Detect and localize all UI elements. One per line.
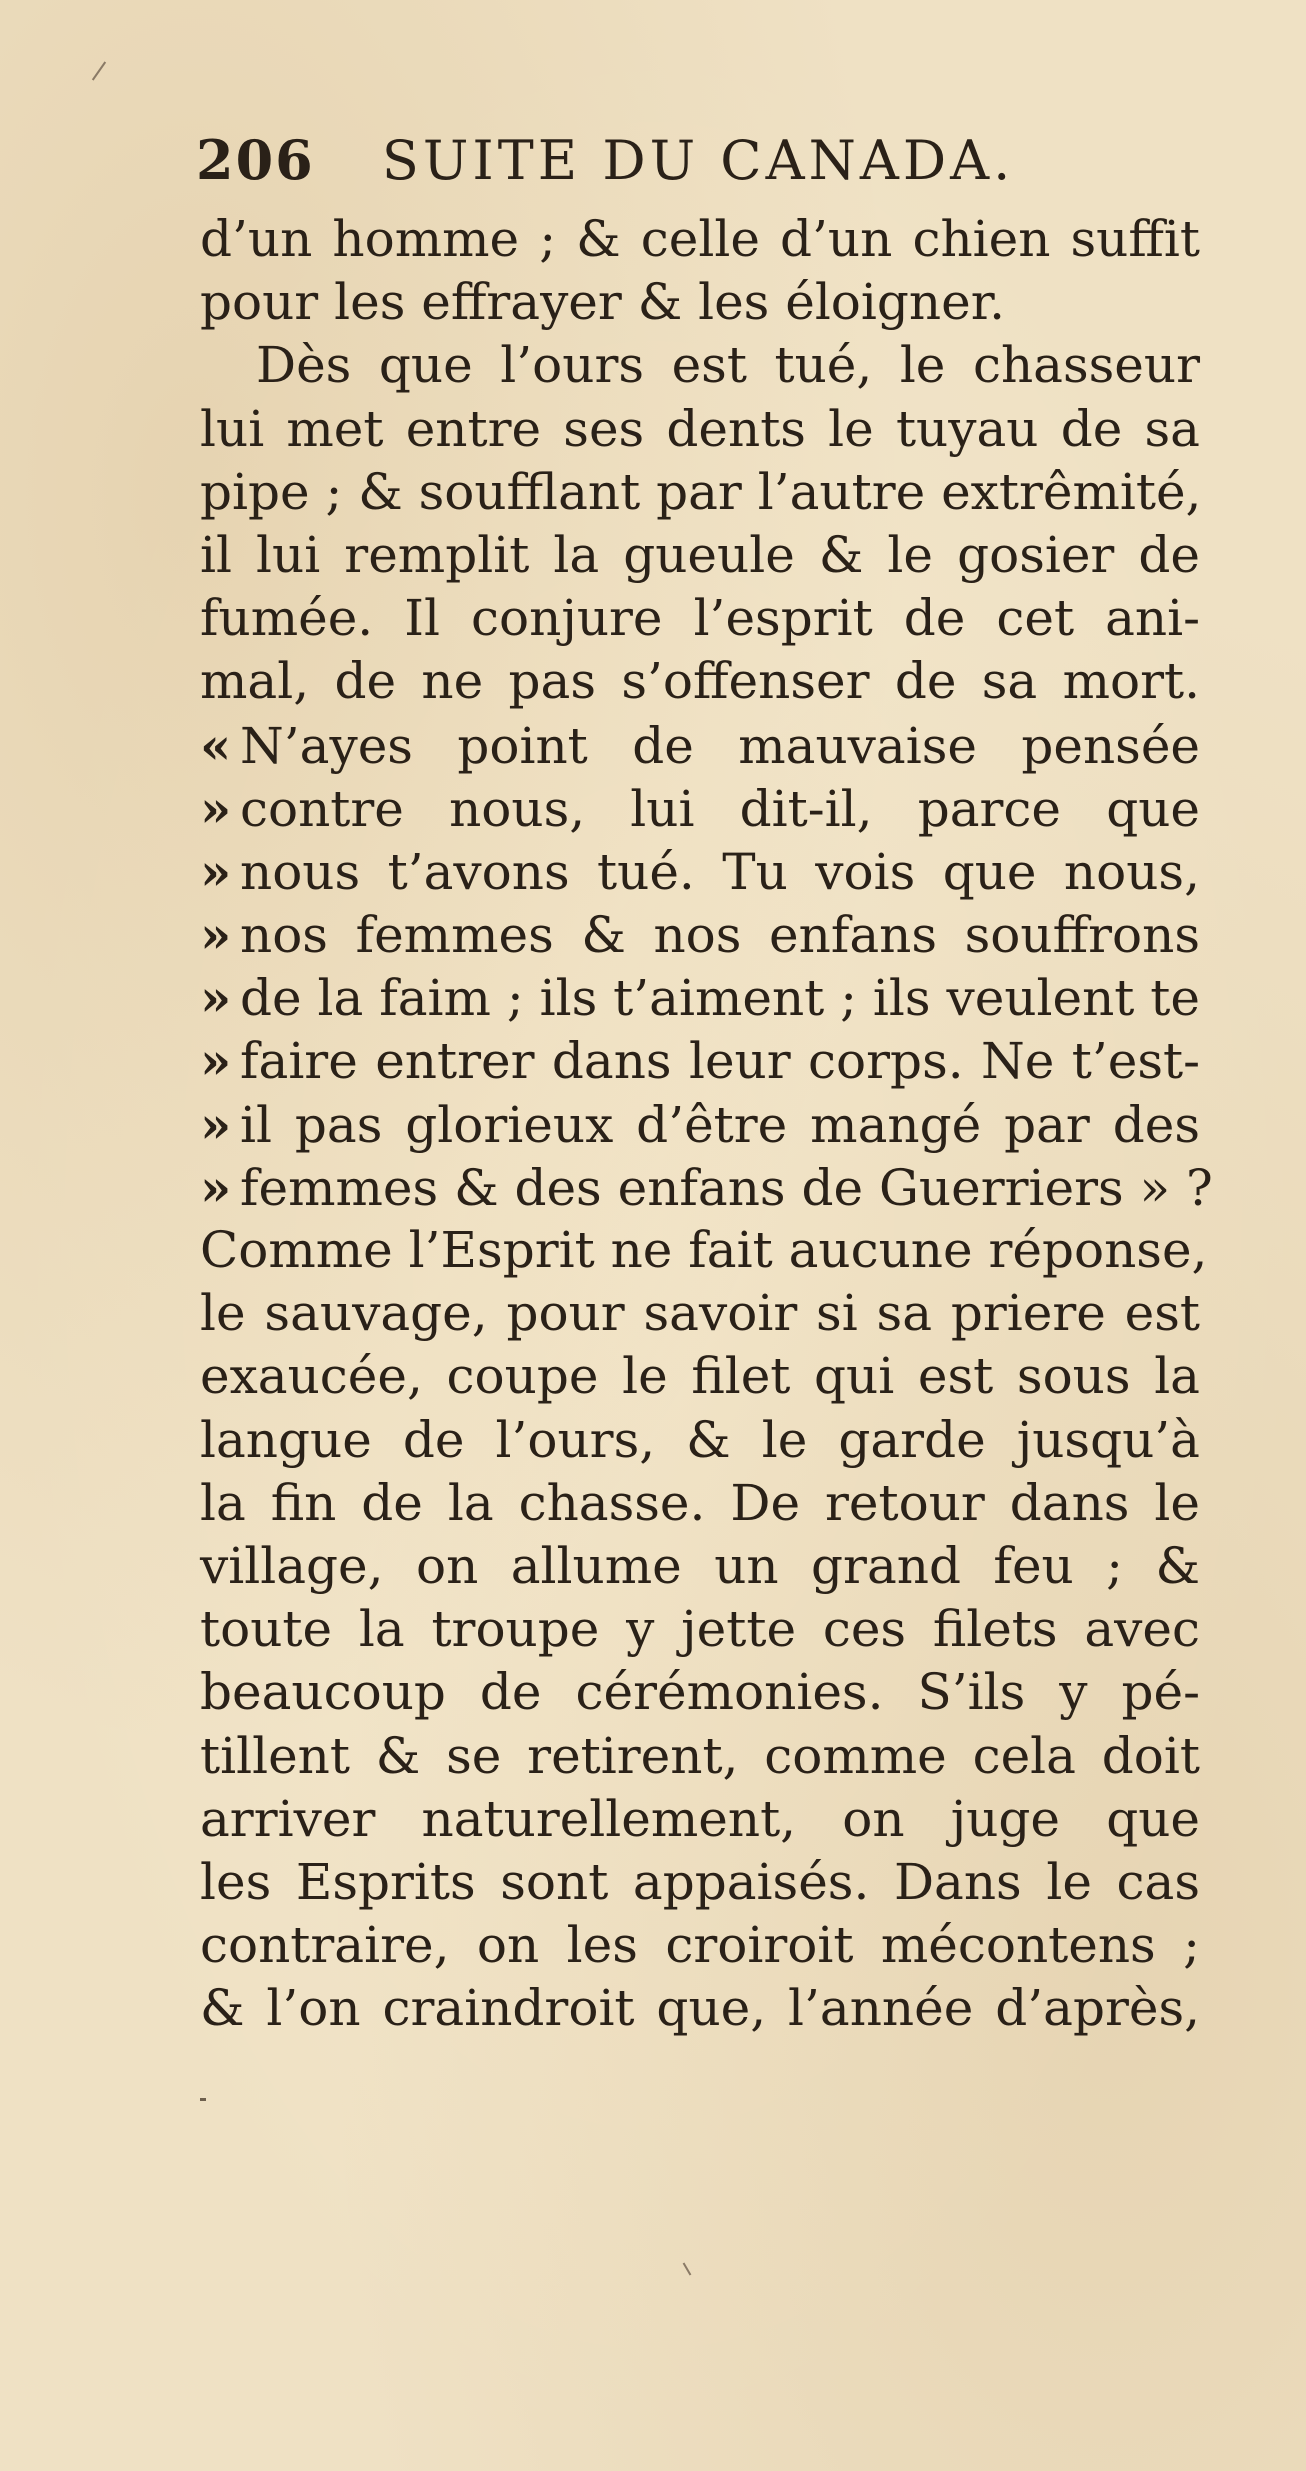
text-line	[200, 650, 1200, 713]
guillemet-mark: »	[200, 841, 232, 901]
line-text: Dès que l’ours est tué, le chasseur	[256, 336, 1200, 395]
text-line	[200, 271, 1200, 334]
paper-blemish	[683, 2262, 692, 2275]
page-header	[196, 128, 1196, 208]
quote-line	[200, 714, 1200, 777]
line-text: contraire, on les croiroit mécontens ;	[200, 1916, 1200, 1975]
line-text: & l’on craindroit que, l’année d’après,	[200, 1979, 1200, 2038]
text-line	[200, 1661, 1200, 1724]
text-line	[200, 1914, 1200, 1977]
running-title: SUITE DU CANADA.	[381, 129, 1015, 192]
line-text: langue de l’ours, & le garde jusqu’à	[200, 1410, 1200, 1469]
text-line	[200, 524, 1200, 587]
text-line	[200, 208, 1200, 271]
guillemet-mark: »	[200, 1157, 232, 1217]
quote-line	[200, 1156, 1213, 1219]
line-text: fumée. Il conjure l’esprit de cet ani-	[200, 589, 1200, 648]
page-number: 206	[196, 128, 315, 192]
line-text: N’ayes point de mauvaise pensée	[240, 716, 1200, 775]
text-line	[200, 1219, 1208, 1282]
line-text: village, on allume un grand feu ; &	[200, 1536, 1200, 1595]
line-text: mal, de ne pas s’offenser de sa mort.	[200, 652, 1200, 711]
line-text: la fin de la chasse. De retour dans le	[200, 1473, 1200, 1532]
text-line	[200, 1535, 1200, 1598]
text-line	[200, 1977, 1200, 2040]
text-line	[200, 587, 1200, 650]
line-text: toute la troupe y jette ces filets avec	[200, 1600, 1200, 1659]
text-line	[200, 1472, 1200, 1535]
paper-blemish	[200, 2098, 206, 2101]
line-text: tillent & se retirent, comme cela doit	[200, 1726, 1200, 1785]
guillemet-mark: »	[200, 968, 232, 1028]
line-text: nos femmes & nos enfans souffrons	[240, 906, 1200, 965]
line-text: nous t’avons tué. Tu vois que nous,	[240, 842, 1200, 901]
quote-line	[200, 1029, 1200, 1092]
line-text: arriver naturellement, on juge que	[200, 1789, 1200, 1848]
line-text: beaucoup de cérémonies. S’ils y pé-	[200, 1663, 1200, 1722]
quote-line	[200, 966, 1200, 1029]
text-line	[200, 1788, 1200, 1851]
text-line	[200, 1598, 1200, 1661]
text-line	[200, 1725, 1200, 1788]
line-text: le sauvage, pour savoir si sa priere est	[200, 1284, 1200, 1343]
text-line	[200, 1409, 1200, 1472]
line-text: d’un homme ; & celle d’un chien suffit	[200, 210, 1200, 268]
line-text: les Esprits sont appaisés. Dans le cas	[200, 1852, 1200, 1911]
line-text: pour les effrayer & les éloigner.	[200, 273, 1006, 332]
text-line	[200, 334, 1200, 397]
line-text: exaucée, coupe le filet qui est sous la	[200, 1347, 1200, 1406]
guillemet-mark: »	[200, 905, 232, 965]
line-text: il pas glorieux d’être mangé par des	[240, 1095, 1200, 1154]
body-text	[200, 208, 1213, 2040]
line-text: contre nous, lui dit-il, parce que	[240, 779, 1200, 838]
line-text: de la faim ; ils t’aiment ; ils veulent te	[240, 969, 1200, 1028]
line-text: il lui remplit la gueule & le gosier de	[200, 525, 1200, 584]
line-text: Comme l’Esprit ne fait aucune réponse,	[200, 1221, 1208, 1279]
paper-blemish	[92, 61, 106, 80]
text-line	[200, 1282, 1200, 1345]
text-line	[200, 1345, 1200, 1408]
quote-line	[200, 777, 1200, 840]
guillemet-mark: »	[200, 778, 232, 838]
guillemet-mark: »	[200, 1031, 232, 1091]
guillemet-mark: «	[200, 715, 232, 775]
text-line	[200, 1851, 1200, 1914]
quote-line	[200, 840, 1200, 903]
guillemet-mark: »	[200, 1094, 232, 1154]
line-text: femmes & des enfans de Guerriers » ?	[240, 1158, 1213, 1217]
text-line	[200, 461, 1200, 524]
line-text: pipe ; & soufflant par l’autre extrêmité,	[200, 462, 1202, 521]
line-text: faire entrer dans leur corps. Ne t’est-	[240, 1032, 1200, 1091]
quote-line	[200, 903, 1200, 966]
quote-line	[200, 1093, 1200, 1156]
line-text: lui met entre ses dents le tuyau de sa	[200, 399, 1200, 458]
text-line	[200, 398, 1200, 461]
